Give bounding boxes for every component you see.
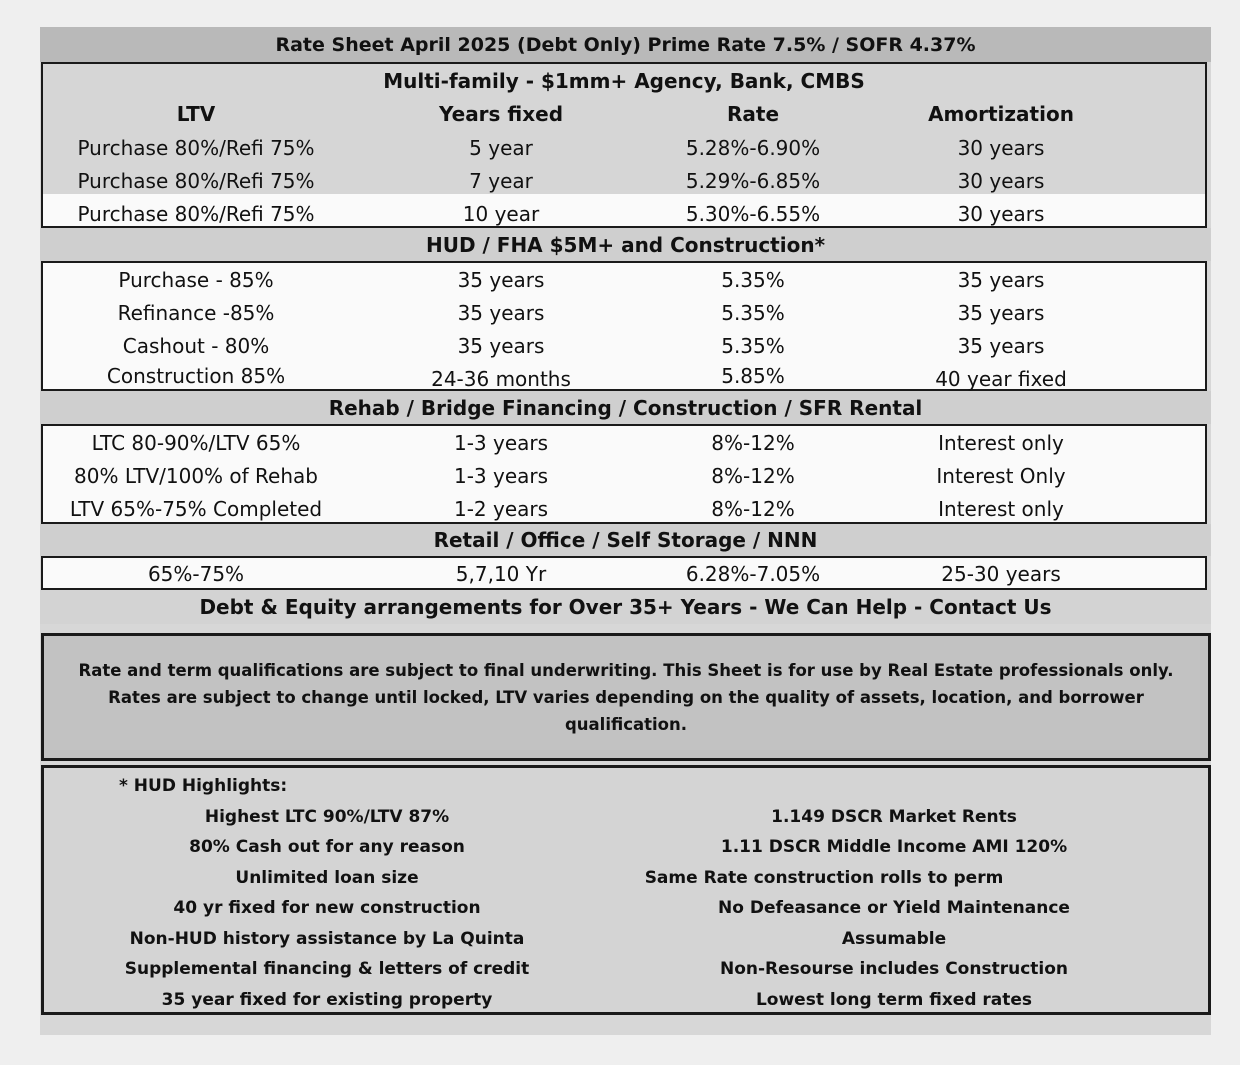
column-header-amortization: Amortization: [928, 102, 1074, 126]
highlight-item: Highest LTC 90%/LTV 87%: [204, 807, 450, 827]
cell-years-fixed: 10 year: [462, 202, 540, 226]
cell-amortization: Interest Only: [936, 464, 1066, 488]
column-header-years-fixed: Years fixed: [438, 102, 564, 126]
cell-rate: 5.28%-6.90%: [685, 136, 821, 160]
cell-rate: 5.85%: [721, 364, 785, 388]
rehab-section: [41, 424, 1207, 524]
cell-years-fixed: 35 years: [457, 268, 545, 292]
cell-rate: 6.28%-7.05%: [685, 562, 821, 586]
multifamily-column-headers: [43, 98, 1205, 130]
cell-ltv: LTV 65%-75% Completed: [69, 497, 323, 521]
cell-amortization: 35 years: [957, 301, 1045, 325]
table-row: [43, 493, 1205, 525]
highlight-item: No Defeasance or Yield Maintenance: [718, 898, 1070, 918]
hud-highlights-box: [41, 765, 1211, 1015]
highlight-item: 80% Cash out for any reason: [189, 837, 465, 857]
cell-rate: 8%-12%: [711, 497, 795, 521]
cell-amortization: Interest only: [938, 497, 1064, 521]
retail-section: [41, 556, 1207, 590]
highlight-item: 1.11 DSCR Middle Income AMI 120%: [720, 837, 1068, 857]
cell-years-fixed: 24-36 months: [431, 367, 571, 391]
cell-ltv: LTC 80-90%/LTV 65%: [91, 431, 301, 455]
cell-ltv: Cashout - 80%: [122, 334, 270, 358]
cell-rate: 5.35%: [721, 301, 785, 325]
cell-ltv: Construction 85%: [106, 364, 286, 388]
cell-years-fixed: 1-3 years: [453, 431, 549, 455]
cell-amortization: 35 years: [957, 334, 1045, 358]
cell-amortization: Interest only: [938, 431, 1064, 455]
highlight-item: 40 yr fixed for new construction: [173, 898, 481, 918]
highlight-item: Assumable: [841, 929, 947, 949]
cell-years-fixed: 35 years: [457, 334, 545, 358]
disclaimer-text: Rate and term qualifications are subject to final underwriting. This Sheet is for use by Real Estate professionals only. Rates are subject to change until locked, LTV varies depending on the quality of assets, location, and borrower qualification.: [78, 660, 1174, 734]
cell-ltv: 80% LTV/100% of Rehab: [74, 464, 318, 488]
hud-section: [41, 261, 1207, 391]
column-header-ltv: LTV: [176, 102, 216, 126]
cell-amortization: 30 years: [957, 202, 1045, 226]
cell-rate: 5.30%-6.55%: [685, 202, 821, 226]
table-row: [43, 132, 1205, 164]
cell-rate: 8%-12%: [711, 431, 795, 455]
cell-amortization: 30 years: [957, 169, 1045, 193]
cell-years-fixed: 1-2 years: [453, 497, 549, 521]
table-row: [43, 427, 1205, 459]
cell-ltv: Purchase 80%/Refi 75%: [77, 169, 315, 193]
hud-heading: HUD / FHA $5M+ and Construction*: [40, 228, 1211, 261]
cell-ltv: Purchase 80%/Refi 75%: [77, 202, 315, 226]
highlight-item: 1.149 DSCR Market Rents: [771, 807, 1017, 827]
cell-years-fixed: 5,7,10 Yr: [455, 562, 547, 586]
table-row: [43, 297, 1205, 329]
table-row: [43, 198, 1205, 230]
table-row: [43, 330, 1205, 362]
highlight-item: 35 year fixed for existing property: [161, 990, 493, 1010]
multifamily-section: [41, 62, 1207, 228]
table-row: [43, 165, 1205, 197]
cell-ltv: Refinance -85%: [117, 301, 275, 325]
cell-rate: 5.35%: [721, 334, 785, 358]
column-header-rate: Rate: [726, 102, 780, 126]
tagline: Debt & Equity arrangements for Over 35+ Years - We Can Help - Contact Us: [40, 590, 1211, 624]
cell-rate: 5.29%-6.85%: [685, 169, 821, 193]
cell-years-fixed: 5 year: [469, 136, 533, 160]
cell-amortization: 30 years: [957, 136, 1045, 160]
cell-amortization: 35 years: [957, 268, 1045, 292]
highlight-item: Unlimited loan size: [235, 868, 419, 888]
hud-highlights-title: * HUD Highlights:: [119, 776, 288, 796]
highlight-item: Non-Resourse includes Construction: [719, 959, 1069, 979]
cell-years-fixed: 7 year: [469, 169, 533, 193]
retail-heading: Retail / Office / Self Storage / NNN: [40, 524, 1211, 556]
cell-ltv: 65%-75%: [147, 562, 245, 586]
cell-amortization: 40 year fixed: [935, 367, 1067, 391]
cell-years-fixed: 1-3 years: [453, 464, 549, 488]
multifamily-heading: Multi-family - $1mm+ Agency, Bank, CMBS: [383, 69, 865, 93]
table-row: [43, 558, 1205, 590]
cell-amortization: 25-30 years: [941, 562, 1061, 586]
table-row: [43, 264, 1205, 296]
cell-ltv: Purchase - 85%: [118, 268, 274, 292]
sheet-title: Rate Sheet April 2025 (Debt Only) Prime Rate 7.5% / SOFR 4.37%: [40, 27, 1211, 62]
highlight-item: Non-HUD history assistance by La Quinta: [129, 929, 525, 949]
table-row: [43, 460, 1205, 492]
cell-years-fixed: 35 years: [457, 301, 545, 325]
disclaimer-box: [41, 633, 1211, 761]
highlight-item: Lowest long term fixed rates: [755, 990, 1033, 1010]
highlight-item: Same Rate construction rolls to perm: [644, 868, 1004, 888]
highlight-item: Supplemental financing & letters of credit: [124, 959, 530, 979]
cell-rate: 5.35%: [721, 268, 785, 292]
cell-ltv: Purchase 80%/Refi 75%: [77, 136, 315, 160]
cell-rate: 8%-12%: [711, 464, 795, 488]
table-row: [43, 360, 1205, 392]
rehab-heading: Rehab / Bridge Financing / Construction / SFR Rental: [40, 391, 1211, 424]
